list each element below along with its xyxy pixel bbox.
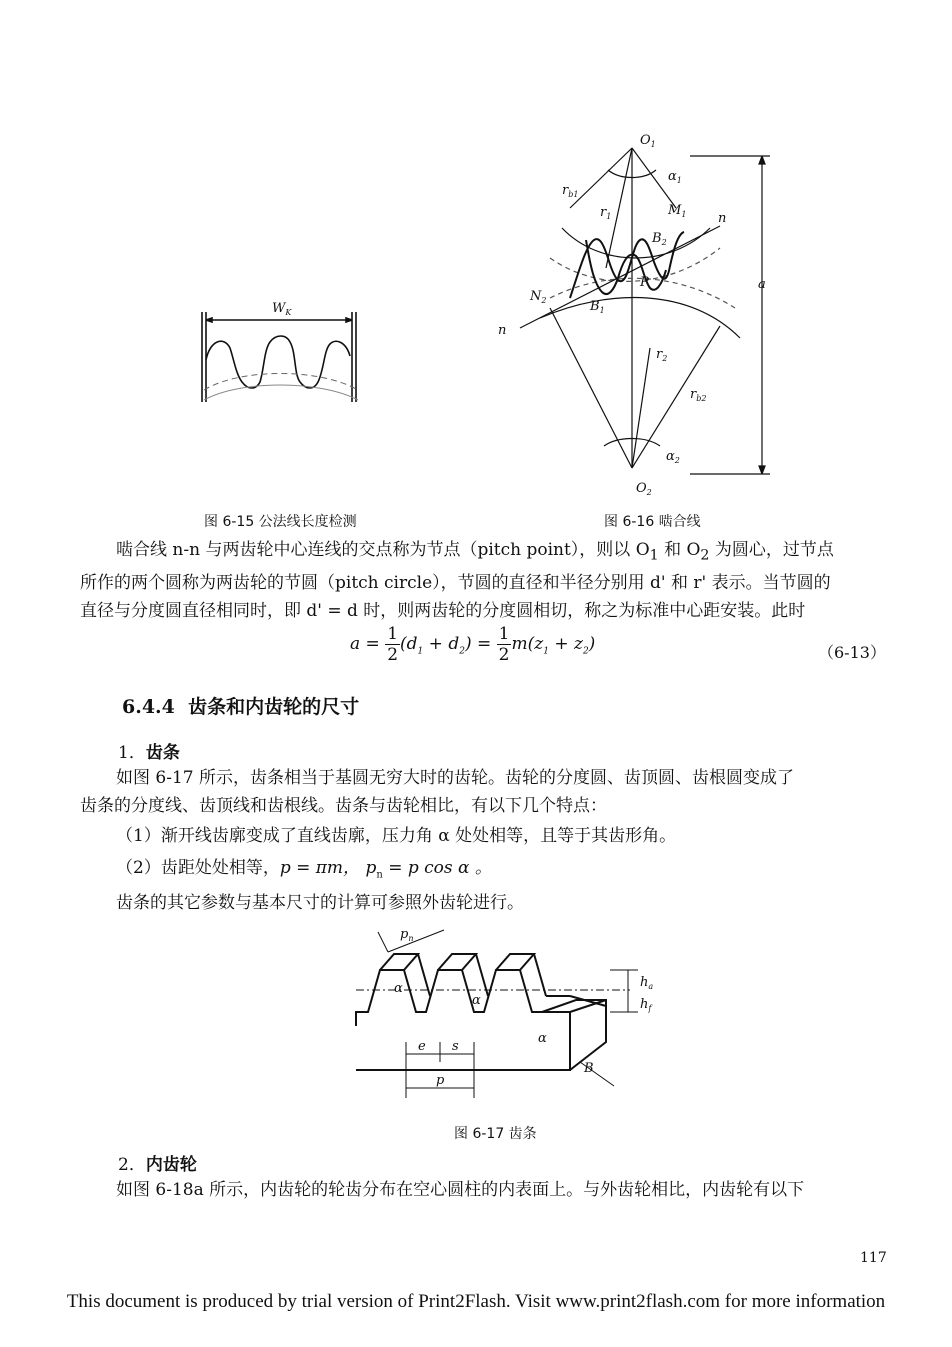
figure-6-16-caption: 图 6-16 啮合线 bbox=[604, 514, 701, 530]
paragraph-rack: 如图 6-17 所示，齿条相当于基圆无穷大时的齿轮。齿轮的分度圆、齿顶圆、齿根圆变成了 齿条的分度线、齿顶线和齿根线。齿条与齿轮相比，有以下几个特点： （1）渐开线齿廓变成了直线齿廓，压力角 α 处处相等，且等于其齿形角。 （2）齿距处处相等，p = πm， $p_n = p$ cos α 。 齿条的其它参数与基本尺寸的计算可参照外齿轮进行。 bbox=[80, 768, 794, 914]
n-top-label: n bbox=[718, 211, 727, 226]
alpha1-label: $\alpha_1$ bbox=[668, 169, 682, 185]
p-label: P bbox=[640, 275, 649, 290]
o1-label: $O_1$ bbox=[640, 133, 656, 149]
alpha-label-1: α bbox=[394, 981, 403, 996]
alpha2-label: $\alpha_2$ bbox=[666, 449, 680, 465]
r1-label: $r_1$ bbox=[600, 205, 612, 221]
rb2-label: $r_{b2}$ bbox=[690, 387, 707, 403]
n-left-label: n bbox=[498, 323, 507, 338]
section-heading: 6.4.4 齿条和内齿轮的尺寸 bbox=[122, 696, 360, 718]
wk-label: $W_K$ bbox=[272, 301, 292, 317]
o2-label: $O_2$ bbox=[636, 481, 652, 497]
p-label: p bbox=[436, 1073, 445, 1088]
paragraph-internal-gear: 如图 6-18a 所示，内齿轮的轮齿分布在空心圆柱的内表面上。与外齿轮相比，内齿轮有以下 bbox=[116, 1180, 805, 1200]
e-label: e bbox=[418, 1039, 426, 1054]
subsection-internal-gear: 2．内齿轮 bbox=[118, 1155, 197, 1175]
b2-label: $B_2$ bbox=[652, 231, 667, 247]
b1-label: $B_1$ bbox=[590, 299, 605, 315]
figure-6-17-caption: 图 6-17 齿条 bbox=[454, 1126, 537, 1142]
r2-label: $r_2$ bbox=[656, 347, 668, 363]
equation-number: （6-13） bbox=[818, 643, 886, 662]
s-label: s bbox=[452, 1039, 459, 1054]
b-label: B bbox=[584, 1061, 594, 1076]
figure-6-15-caption: 图 6-15 公法线长度检测 bbox=[204, 514, 357, 530]
hf-label: $h_f$ bbox=[640, 997, 652, 1013]
alpha-label-2: α bbox=[472, 993, 481, 1008]
ha-label: $h_a$ bbox=[640, 975, 654, 991]
trial-footer: This document is produced by trial version of Print2Flash. Visit www.print2flash.com for more information bbox=[66, 1291, 886, 1312]
figure-6-15-common-normal bbox=[190, 290, 370, 415]
n2-label: $N_2$ bbox=[530, 289, 547, 305]
formula-6-13: a = $\frac{1}{2}$ $(d_1 + d_2)$ = $\frac{1}{2}$ $m(z_1 + z_2)$ bbox=[350, 624, 596, 665]
pn-label: $p_n$ bbox=[400, 927, 414, 943]
alpha-label-3: α bbox=[538, 1031, 547, 1046]
figure-6-17-rack bbox=[348, 922, 668, 1102]
m1-label: $M_1$ bbox=[668, 203, 687, 219]
figure-6-16-line-of-action bbox=[490, 128, 790, 506]
rb1-label: $r_{b1}$ bbox=[562, 183, 579, 199]
subsection-rack: 1．齿条 bbox=[118, 743, 180, 763]
paragraph-pitch-point: 啮合线 n-n 与两齿轮中心连线的交点称为节点（pitch point），则以 $O_1$ 和 $O_2$ 为圆心，过节点 所作的两个圆称为两齿轮的节圆（pitch circle），节圆的直径和半径分别用 d' 和 r' 表示。当节圆的 直径与分度圆直径相同时，即 d' = d 时，则两齿轮的分度圆相切，称之为标准中心距安装。此时 bbox=[80, 540, 834, 622]
a-label: a bbox=[758, 277, 766, 292]
page-number: 117 bbox=[860, 1250, 887, 1266]
